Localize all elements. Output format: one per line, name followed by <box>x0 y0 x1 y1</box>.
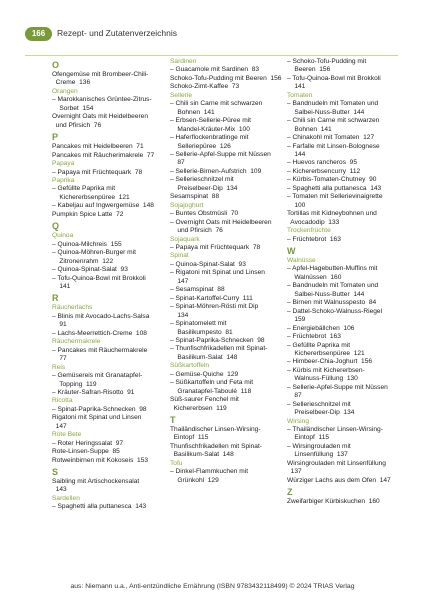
index-entry: 137 <box>287 468 302 476</box>
index-entry: Würziger Lachs aus dem Ofen 147 <box>287 476 391 484</box>
index-entry: – Früchtebrot 163 <box>287 333 341 341</box>
index-entry: – Sesamspinat 88 <box>170 286 225 294</box>
index-entry: Overnight Oats mit Heidelbeeren <box>52 113 149 121</box>
index-entry: 141 <box>52 282 71 290</box>
index-entry: Sorbet 154 <box>52 104 94 112</box>
index-entry: – Bandnudeln mit Tomaten und <box>287 100 379 108</box>
index-entry: Selleriepüree 126 <box>170 142 231 150</box>
index-subheading: Sardellen <box>52 494 80 502</box>
index-entry: – Spinat-Paprika-Schnecken 98 <box>52 405 147 413</box>
index-entry: Linsenfüllung 137 <box>287 451 348 459</box>
index-entry: Mandel-Kräuter-Mix 100 <box>170 125 250 133</box>
index-entry: Zitronenrahm 122 <box>52 257 114 265</box>
index-entry: – Bandnudeln mit Tomaten und <box>287 282 379 290</box>
index-entry: – Birnen mit Walnusspesto 84 <box>287 299 377 307</box>
index-entry: – Huevos rancheros 95 <box>287 159 358 167</box>
index-entry: Rigatoni mit Spinat und Linsen <box>52 414 142 422</box>
index-subheading: Orangen <box>52 87 78 95</box>
index-entry: – Kräuter-Safran-Risotto 91 <box>52 388 135 396</box>
index-subheading: Ricotta <box>52 397 73 405</box>
index-letter: R <box>52 293 59 304</box>
index-entry: Eintopf 115 <box>170 434 209 442</box>
page-number: 166 <box>25 27 52 41</box>
index-entry: – Spinat-Kartoffel-Curry 111 <box>170 294 253 302</box>
index-entry: – Gefüllte Paprika mit <box>287 341 351 349</box>
index-entry: Salbei-Nuss-Butter 144 <box>287 290 365 298</box>
index-entry: Thunfischfrikadellen mit Spinat- <box>170 442 262 450</box>
index-letter: T <box>170 415 176 426</box>
index-entry: 159 <box>287 316 306 324</box>
index-entry: Creme 136 <box>52 79 91 87</box>
index-entry: 134 <box>170 311 189 319</box>
index-subheading: Süßkartoffeln <box>170 362 210 370</box>
index-entry: – Farfalle mit Linsen-Bolognese <box>287 142 380 150</box>
index-entry: und Pfirsich 76 <box>52 121 102 129</box>
index-entry: – Spinatomelett mit <box>170 320 227 328</box>
index-entry: und Pfirsich 76 <box>170 227 223 235</box>
index-entry: – Thailändischer Linsen-Wirsing- <box>287 426 383 434</box>
index-subheading: Papaya <box>52 160 75 168</box>
index-entry: – Rigatoni mit Spinat und Linsen <box>170 269 265 277</box>
index-entry: – Pancakes mit Räuchermakrele <box>52 346 148 354</box>
index-entry: – Buntes Obstmüsli 70 <box>170 210 239 218</box>
index-letter: P <box>52 132 59 143</box>
index-subheading: Rote Bete <box>52 431 82 439</box>
index-entry: – Lachs-Meerrettich-Creme 108 <box>52 329 147 337</box>
index-subheading: Quinoa <box>52 232 74 240</box>
index-entry: – Quinoa-Milchreis 155 <box>52 240 122 248</box>
index-subheading: Wirsing <box>287 417 309 425</box>
index-entry: Basilikum-Salat 148 <box>170 353 238 361</box>
index-entry: Bohnen 141 <box>287 125 332 133</box>
index-entry: – Quinoa-Spinat-Salat 93 <box>52 266 128 274</box>
index-entry: – Tomaten mit Sellerievinaigrette <box>287 193 383 201</box>
index-entry: Bohnen 141 <box>170 108 215 116</box>
index-entry: – Overnight Oats mit Heidelbeeren <box>170 218 272 226</box>
index-entry: Grünkohl 129 <box>170 476 219 484</box>
index-entry: Kichererbsenpüree 121 <box>52 193 130 201</box>
index-subheading: Räucherlachs <box>52 304 93 312</box>
index-entry: Basilikumpesto 81 <box>170 328 233 336</box>
index-entry: – Papaya mit Früchtequark 78 <box>52 168 143 176</box>
index-entry: Saibling mit Artischockensalat <box>52 478 140 486</box>
index-column-2 <box>170 58 290 485</box>
index-entry: – Roter Heringssalat 97 <box>52 439 124 447</box>
index-entry: – Sellerieschnitzel mit <box>287 400 351 408</box>
index-entry: Zweifarbiger Kürbiskuchen 160 <box>287 498 380 506</box>
index-entry: 147 <box>52 422 67 430</box>
index-entry: – Dinkel-Flammkuchen mit <box>170 468 249 476</box>
index-entry: Schoko-Zimt-Kaffee 73 <box>170 83 240 91</box>
index-entry: – Papaya mit Früchtequark 78 <box>170 243 261 251</box>
index-letter: O <box>52 60 60 70</box>
index-entry: Pumpkin Spice Latte 72 <box>52 210 124 218</box>
index-subheading: Sojaquark <box>170 235 200 243</box>
index-entry: – Kürbis-Tomaten-Chutney 90 <box>287 176 377 184</box>
index-entry: Rote-Linsen-Suppe 85 <box>52 448 120 456</box>
index-entry: – Quinoa-Möhren-Burger mit <box>52 249 136 257</box>
index-column-3 <box>287 58 407 507</box>
index-entry: Granatapfel-Taboulé 118 <box>170 387 252 395</box>
index-entry: 87 <box>170 159 185 167</box>
index-entry: – Sellerie-Birnen-Aufstrich 109 <box>170 167 262 175</box>
index-entry: 143 <box>52 486 67 494</box>
index-entry: 91 <box>52 321 67 329</box>
footer-credit: aus: Niemann u.a., Anti-entzündliche Ernährung (ISBN 9783432118499) © 2024 TRIAS Verlag <box>70 583 355 590</box>
index-column-1 <box>52 58 172 512</box>
index-entry: – Quinoa-Spinat-Salat 93 <box>170 260 246 268</box>
index-subheading: Tomaten <box>287 91 313 99</box>
index-entry: Avocadodip 133 <box>287 218 340 226</box>
index-entry: – Süßkartoffeln und Feta mit <box>170 379 254 387</box>
index-entry: – Spaghetti alla puttanesca 143 <box>52 503 147 511</box>
index-entry: – Wirsingrouladen mit <box>287 442 351 450</box>
index-entry: – Chili sin Carne mit schwarzen <box>170 100 263 108</box>
index-entry: – Haferflockenbratlinge mit <box>170 134 249 142</box>
index-entry: Basilikum-Salat 148 <box>170 451 234 459</box>
index-entry: – Chili sin Carne mit schwarzen <box>287 117 380 125</box>
index-subheading: Sojajoghurt <box>170 201 204 209</box>
header-rule <box>25 55 398 56</box>
index-entry: – Blinis mit Avocado-Lachs-Salsa <box>52 312 150 320</box>
index-letter: W <box>287 245 296 256</box>
index-entry: Ofengemüse mit Brombeer-Chili- <box>52 71 149 78</box>
index-entry: – Guacamole mit Sardinen 83 <box>170 66 260 74</box>
index-entry: – Energiebällchen 106 <box>287 324 355 332</box>
index-entry: – Spaghetti alla puttanesca 143 <box>287 184 382 192</box>
index-subheading: Reis <box>52 363 66 371</box>
index-subheading: Räuchermakrele <box>52 338 101 346</box>
index-entry: – Gemüsereis mit Granatapfel- <box>52 372 143 380</box>
index-entry: – Himbeer-Chia-Joghurt 156 <box>287 358 373 366</box>
index-subheading: Walnüsse <box>287 256 316 264</box>
index-entry: Topping 119 <box>52 380 97 388</box>
index-entry: Pancakes mit Räucherimakrele 77 <box>52 151 155 159</box>
index-entry: – Früchtebrot 163 <box>287 235 341 243</box>
index-entry: – Dattel-Schoko-Walnuss-Riegel <box>287 307 383 315</box>
index-subheading: Spinat <box>170 252 189 260</box>
index-letter: Q <box>52 221 60 232</box>
index-entry: Salbei-Nuss-Butter 144 <box>287 108 365 116</box>
index-letter: Z <box>287 487 293 498</box>
index-entry: Tortillas mit Kidneybohnen und <box>287 210 377 218</box>
index-subheading: Sardinen <box>170 58 197 65</box>
index-entry: Kichererbsen 119 <box>170 404 227 412</box>
index-entry: Preiselbeer-Dip 134 <box>287 409 355 417</box>
index-entry: Sesamspinat 88 <box>170 193 220 201</box>
index-entry: – Sellerie-Apfel-Suppe mit Nüssen <box>170 150 271 158</box>
index-entry: Eintopf 115 <box>287 434 330 442</box>
index-entry: – Kabeljau auf Ingwergemüse 148 <box>52 202 154 210</box>
index-entry: – Thunfischfrikadellen mit Spinat- <box>170 345 268 353</box>
index-entry: – Apfel-Hagebutten-Muffins mit <box>287 265 378 273</box>
index-entry: 100 <box>287 201 306 209</box>
index-entry: – Gemüse-Quiche 129 <box>170 370 239 378</box>
index-entry: – Spinat-Paprika-Schnecken 98 <box>170 336 265 344</box>
page-title: Rezept- und Zutatenverzeichnis <box>57 28 178 38</box>
index-entry: Wirsingrouladen mit Linsenfüllung <box>287 459 386 467</box>
index-entry: Süß-saurer Fenchel mit <box>170 396 239 404</box>
index-subheading: Trockenfrüchte <box>287 227 331 235</box>
index-entry: – Schoko-Tofu-Pudding mit <box>287 58 367 65</box>
index-entry: – Gefüllte Paprika mit <box>52 185 116 193</box>
index-entry: Rotweinbirnen mit Kokoseis 153 <box>52 456 149 464</box>
index-entry: 87 <box>287 392 302 400</box>
index-entry: 144 <box>287 150 306 158</box>
index-entry: – Kürbis mit Kichererbsen- <box>287 366 365 374</box>
index-entry: Preiselbeer-Dip 134 <box>170 184 238 192</box>
index-subheading: Sellerie <box>170 91 192 99</box>
index-entry: Thailändischer Linsen-Wirsing- <box>170 426 261 434</box>
index-entry: – Tofu-Quinoa-Bowl mit Brokkoli <box>52 274 146 282</box>
page-header <box>0 24 425 43</box>
index-entry: Walnüssen 160 <box>287 273 342 281</box>
index-subheading: Paprika <box>52 176 75 184</box>
index-entry: Pancakes mit Heidelbeeren 71 <box>52 143 144 151</box>
index-entry: 77 <box>52 355 67 363</box>
index-entry: Kichererbsenpüree 121 <box>287 349 365 357</box>
index-entry: – Kichererbsencurry 112 <box>287 167 361 175</box>
index-subheading: Tofu <box>170 459 183 467</box>
index-entry: Beeren 156 <box>287 66 331 74</box>
index-entry: 141 <box>287 83 306 91</box>
index-entry: – Spinat-Möhren-Rösti mit Dip <box>170 303 259 311</box>
index-entry: – Sellerie-Apfel-Suppe mit Nüssen <box>287 383 388 391</box>
index-letter: S <box>52 467 59 478</box>
index-entry: – Tofu-Quinoa-Bowl mit Brokkoli <box>287 74 381 82</box>
index-entry: – Erbsen-Sellerie-Püree mit <box>170 117 251 125</box>
index-entry: – Sellerieschnitzel mit <box>170 176 234 184</box>
index-entry: – Chinakohl mit Tomaten 127 <box>287 134 375 142</box>
index-entry: Walnuss-Füllung 130 <box>287 375 358 383</box>
index-entry: Schoko-Tofu-Pudding mit Beeren 156 <box>170 74 282 82</box>
index-entry: – Marokkanisches Grüntee-Zitrus- <box>52 96 152 104</box>
index-entry: 147 <box>170 277 189 285</box>
